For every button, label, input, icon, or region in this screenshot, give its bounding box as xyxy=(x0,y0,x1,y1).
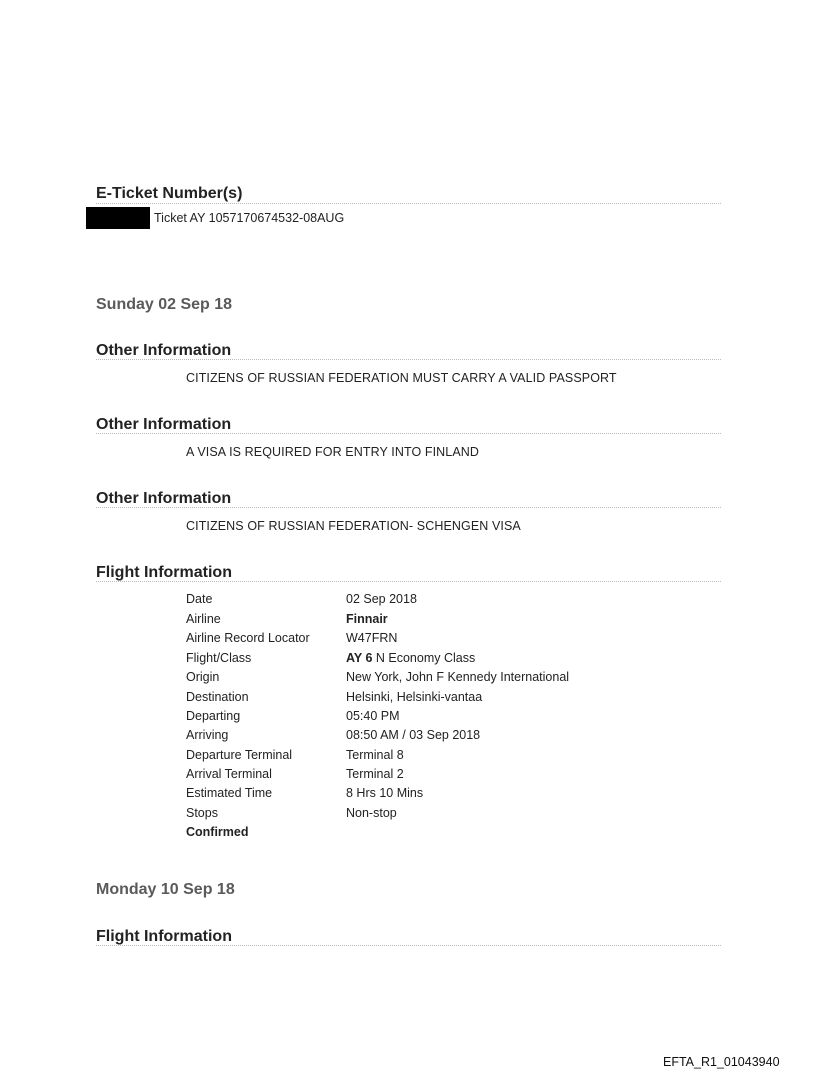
other-info-text-3: CITIZENS OF RUSSIAN FEDERATION- SCHENGEN VISA xyxy=(186,519,521,533)
row-value-stops: Non-stop xyxy=(346,806,397,820)
row-value-record-locator: W47FRN xyxy=(346,631,398,645)
flight-number: AY 6 xyxy=(346,651,373,665)
ticket-number: Ticket AY 1057170674532-08AUG xyxy=(154,211,345,225)
flight-class: N Economy Class xyxy=(372,651,476,665)
row-label-arrival-terminal: Arrival Terminal xyxy=(186,767,272,781)
row-label-arriving: Arriving xyxy=(186,728,229,742)
row-value-departing: 05:40 PM xyxy=(346,709,400,723)
other-info-divider-1 xyxy=(96,359,721,360)
row-label-departure-terminal: Departure Terminal xyxy=(186,748,293,762)
day-label-1: Sunday 02 Sep 18 xyxy=(96,296,233,313)
other-info-heading-2: Other Information xyxy=(96,416,232,433)
row-value-departure-terminal: Terminal 8 xyxy=(346,748,404,762)
flight-info-heading-2: Flight Information xyxy=(96,928,232,945)
flight-info-divider-2 xyxy=(96,945,721,946)
row-value-origin: New York, John F Kennedy International xyxy=(346,670,570,684)
redaction-block xyxy=(86,207,150,229)
eticket-heading: E-Ticket Number(s) xyxy=(96,185,243,202)
row-label-stops: Stops xyxy=(186,806,218,820)
flight-info-heading-1: Flight Information xyxy=(96,564,232,581)
row-label-origin: Origin xyxy=(186,670,220,684)
day-label-2: Monday 10 Sep 18 xyxy=(96,881,235,898)
flight-info-divider-1 xyxy=(96,581,721,582)
row-label-flight-class: Flight/Class xyxy=(186,651,252,665)
row-label-departing: Departing xyxy=(186,709,241,723)
other-info-divider-3 xyxy=(96,507,721,508)
row-label-airline: Airline xyxy=(186,612,221,626)
row-label-record-locator: Airline Record Locator xyxy=(186,631,310,645)
row-value-estimated-time: 8 Hrs 10 Mins xyxy=(346,786,424,800)
other-info-divider-2 xyxy=(96,433,721,434)
row-value-airline: Finnair xyxy=(346,612,388,626)
other-info-heading-3: Other Information xyxy=(96,490,232,507)
row-label-destination: Destination xyxy=(186,690,249,704)
row-value-arrival-terminal: Terminal 2 xyxy=(346,767,404,781)
row-value-flight-class xyxy=(346,651,475,665)
row-value-date: 02 Sep 2018 xyxy=(346,592,417,606)
booking-status: Confirmed xyxy=(186,825,249,839)
row-value-destination: Helsinki, Helsinki-vantaa xyxy=(346,690,483,704)
row-label-estimated-time: Estimated Time xyxy=(186,786,273,800)
other-info-text-2: A VISA IS REQUIRED FOR ENTRY INTO FINLAND xyxy=(186,445,480,459)
document-id: EFTA_R1_01043940 xyxy=(663,1055,780,1069)
other-info-text-1: CITIZENS OF RUSSIAN FEDERATION MUST CARRY A VALID PASSPORT xyxy=(186,371,617,385)
row-label-date: Date xyxy=(186,592,213,606)
row-value-arriving: 08:50 AM / 03 Sep 2018 xyxy=(346,728,481,742)
eticket-divider xyxy=(96,203,721,204)
other-info-heading-1: Other Information xyxy=(96,342,232,359)
